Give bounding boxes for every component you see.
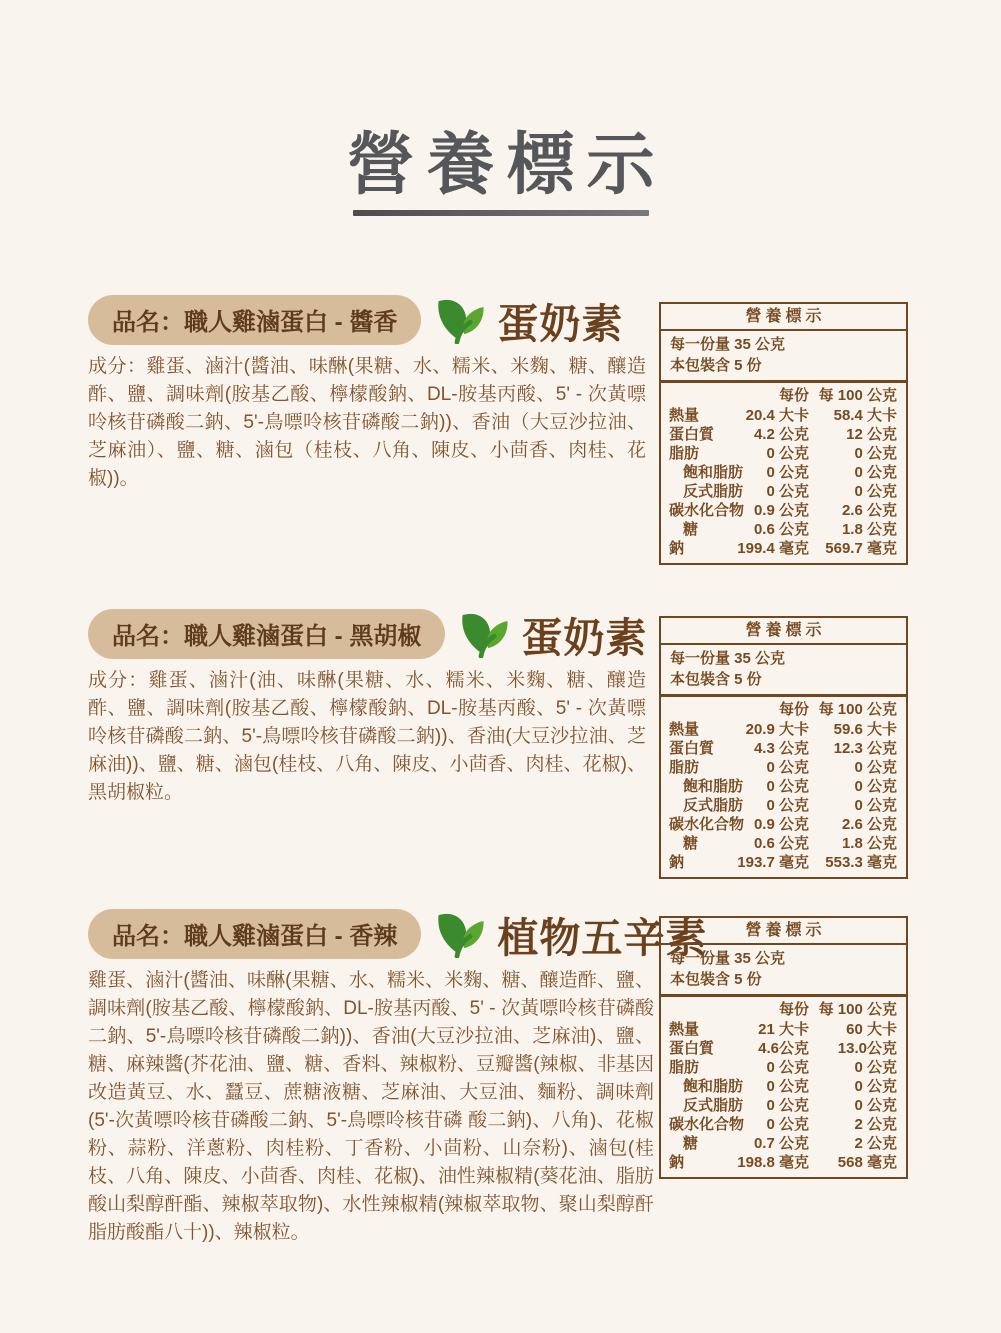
product-section (88, 610, 908, 871)
value-per-serving: 0 公克 (766, 1116, 809, 1133)
serving-size: 每一份量 35 公克 (670, 950, 786, 967)
value-per-serving: 0.9 公克 (753, 502, 809, 519)
nutrient-label: 蛋白質 (669, 1040, 715, 1057)
nutrition-row (661, 1096, 906, 1115)
value-per-100g: 2 公克 (854, 1116, 897, 1133)
column-per-serving: 每份 (778, 387, 809, 404)
nutrient-label: 鈉 (669, 540, 685, 557)
nutrient-label: 糖 (683, 835, 699, 852)
value-per-100g: 1.8 公克 (841, 521, 897, 538)
value-per-serving: 0.6 公克 (753, 521, 809, 538)
nutrition-table-title: 營養標示 (661, 618, 906, 645)
nutrition-row (661, 406, 906, 425)
diet-type-label: 植物五辛素 (497, 914, 708, 961)
value-per-serving: 20.9 大卡 (745, 721, 809, 738)
value-per-serving: 4.3 公克 (753, 740, 809, 757)
nutrition-row (661, 815, 906, 834)
nutrient-label: 糖 (683, 1135, 699, 1152)
servings-per-pack: 本包裝含 5 份 (670, 357, 762, 374)
column-header-row (661, 386, 906, 405)
nutrition-table-body (661, 697, 906, 877)
serving-size: 每一份量 35 公克 (670, 336, 786, 353)
value-per-serving: 0 公克 (766, 778, 809, 795)
diet-type-label: 蛋奶素 (497, 300, 624, 347)
product-name-label: 品名：職人雞滷蛋白 - 黑胡椒 (112, 623, 422, 650)
value-per-serving: 0.7 公克 (753, 1135, 809, 1152)
nutrition-row (661, 834, 906, 853)
value-per-100g: 553.3 毫克 (825, 854, 897, 871)
value-per-serving: 0 公克 (766, 464, 809, 481)
nutrient-label: 飽和脂肪 (683, 1078, 744, 1095)
value-per-100g: 13.0公克 (837, 1040, 897, 1057)
nutrition-row (661, 501, 906, 520)
nutrition-row (661, 853, 906, 872)
nutrition-row (661, 796, 906, 815)
nutrition-table (659, 302, 908, 565)
value-per-100g: 2.6 公克 (841, 502, 897, 519)
nutrition-row (661, 1115, 906, 1134)
nutrition-row (661, 1077, 906, 1096)
value-per-serving: 0 公克 (766, 1059, 809, 1076)
nutrient-label: 碳水化合物 (669, 816, 745, 833)
nutrition-table (659, 916, 908, 1179)
nutrition-table-title: 營養標示 (661, 918, 906, 945)
value-per-100g: 0 公克 (854, 1059, 897, 1076)
value-per-serving: 21 大卡 (758, 1021, 809, 1038)
nutrient-label: 鈉 (669, 854, 685, 871)
value-per-serving: 198.8 毫克 (737, 1154, 809, 1171)
column-header-row (661, 700, 906, 719)
nutrition-row (661, 1039, 906, 1058)
leaf-sprout-icon (433, 910, 487, 958)
value-per-100g: 2.6 公克 (841, 816, 897, 833)
product-name-badge (88, 609, 445, 659)
value-per-serving: 193.7 毫克 (737, 854, 809, 871)
value-per-100g: 2 公克 (854, 1135, 897, 1152)
nutrient-label: 飽和脂肪 (683, 778, 744, 795)
value-per-100g: 12.3 公克 (833, 740, 897, 757)
nutrition-table-body (661, 997, 906, 1177)
nutrition-row (661, 1058, 906, 1077)
product-section (88, 910, 908, 1247)
serving-info (661, 331, 906, 383)
nutrient-label: 脂肪 (669, 1059, 700, 1076)
column-per-100g: 每 100 公克 (818, 387, 897, 404)
value-per-serving: 199.4 毫克 (737, 540, 809, 557)
serving-size: 每一份量 35 公克 (670, 650, 786, 667)
column-per-100g: 每 100 公克 (818, 1001, 897, 1018)
value-per-serving: 0.9 公克 (753, 816, 809, 833)
nutrient-label: 反式脂肪 (683, 483, 744, 500)
value-per-100g: 0 公克 (854, 759, 897, 776)
nutrition-row (661, 520, 906, 539)
value-per-100g: 0 公克 (854, 1078, 897, 1095)
nutrition-row (661, 482, 906, 501)
nutrient-label: 碳水化合物 (669, 502, 745, 519)
nutrition-table (659, 616, 908, 879)
value-per-100g: 0 公克 (854, 1097, 897, 1114)
nutrition-row (661, 444, 906, 463)
product-name-badge (88, 909, 421, 959)
nutrition-row (661, 1020, 906, 1039)
value-per-serving: 4.2 公克 (753, 426, 809, 443)
diet-type-label: 蛋奶素 (521, 614, 648, 661)
ingredients-text: 成分：雞蛋、滷汁(醬油、味醂(果糖、水、糯米、米麴、糖、釀造酢、鹽、調味劑(胺基乙酸、檸檬酸鈉、DL-胺基丙酸、5' - 次黃嘌呤核苷磷酸二鈉、5'-鳥嘌呤核苷磷酸二鈉))、香油（大豆沙拉油、芝麻油）、鹽、糖、滷包（桂枝、八角、陳皮、小茴香、肉桂、花椒))。 (88, 356, 646, 489)
nutrition-row (661, 1134, 906, 1153)
serving-info (661, 645, 906, 697)
value-per-100g: 0 公克 (854, 483, 897, 500)
value-per-100g: 12 公克 (846, 426, 897, 443)
nutrient-label: 蛋白質 (669, 740, 715, 757)
leaf-sprout-icon (433, 296, 487, 344)
servings-per-pack: 本包裝含 5 份 (670, 671, 762, 688)
nutrition-row (661, 720, 906, 739)
product-name-label: 品名：職人雞滷蛋白 - 醬香 (112, 309, 398, 336)
column-per-100g: 每 100 公克 (818, 701, 897, 718)
nutrient-label: 熱量 (669, 1021, 700, 1038)
nutrient-label: 脂肪 (669, 445, 700, 462)
value-per-100g: 569.7 毫克 (825, 540, 897, 557)
nutrition-table-body (661, 383, 906, 563)
product-name-label: 品名：職人雞滷蛋白 - 香辣 (112, 923, 398, 950)
value-per-serving: 0 公克 (766, 1097, 809, 1114)
value-per-100g: 0 公克 (854, 464, 897, 481)
nutrient-label: 熱量 (669, 407, 700, 424)
value-per-100g: 0 公克 (854, 797, 897, 814)
nutrient-label: 蛋白質 (669, 426, 715, 443)
value-per-100g: 59.6 大卡 (833, 721, 897, 738)
page-title: 營養標示 (346, 127, 667, 203)
value-per-serving: 0 公克 (766, 759, 809, 776)
column-per-serving: 每份 (778, 701, 809, 718)
nutrition-row (661, 463, 906, 482)
ingredients-text: 雞蛋、滷汁(醬油、味醂(果糖、水、糯米、米麴、糖、釀造酢、鹽、調味劑(胺基乙酸、檸檬酸鈉、DL-胺基丙酸、5' - 次黃嘌呤核苷磷酸二鈉、5'-鳥嘌呤核苷磷酸二鈉))、香油(大豆沙拉油、芝麻油)、鹽、糖、麻辣醬(芥花油、鹽、糖、香料、辣椒粉、豆瓣醬(辣椒、非基因改造黃豆、水、蠶豆、蔗糖液糖、芝麻油、大豆油、麵粉、調味劑 (5'-次黃嘌呤核苷磷酸二鈉、5'-鳥嘌呤核苷磷 酸二鈉)、八角)、花椒粉、蒜粉、洋蔥粉、肉桂粉、丁香粉、小茴粉、山奈粉)、滷包(桂枝、八角、陳皮、小茴香、肉桂、花椒)、油性辣椒精(葵花油、脂肪酸山梨醇酐酯、辣椒萃取物)、水性辣椒精(辣椒萃取物、聚山梨醇酐脂肪酸酯八十))、辣椒粒。 (88, 970, 654, 1243)
value-per-100g: 568 毫克 (837, 1154, 897, 1171)
nutrient-label: 鈉 (669, 1154, 685, 1171)
nutrition-row (661, 777, 906, 796)
value-per-100g: 58.4 大卡 (833, 407, 897, 424)
nutrient-label: 脂肪 (669, 759, 700, 776)
nutrition-row (661, 539, 906, 558)
value-per-100g: 60 大卡 (846, 1021, 897, 1038)
product-section (88, 296, 908, 557)
value-per-100g: 0 公克 (854, 778, 897, 795)
serving-info (661, 945, 906, 997)
value-per-serving: 0 公克 (766, 445, 809, 462)
nutrient-label: 反式脂肪 (683, 1097, 744, 1114)
nutrition-table-title: 營養標示 (661, 304, 906, 331)
value-per-100g: 1.8 公克 (841, 835, 897, 852)
nutrient-label: 糖 (683, 521, 699, 538)
value-per-serving: 0.6 公克 (753, 835, 809, 852)
value-per-serving: 0 公克 (766, 797, 809, 814)
nutrition-row (661, 739, 906, 758)
value-per-serving: 4.6公克 (758, 1040, 809, 1057)
nutrition-row (661, 425, 906, 444)
leaf-sprout-icon (457, 610, 511, 658)
nutrient-label: 飽和脂肪 (683, 464, 744, 481)
ingredients-text: 成分：雞蛋、滷汁(油、味醂(果糖、水、糯米、米麴、糖、釀造酢、鹽、調味劑(胺基乙酸、檸檬酸鈉、DL-胺基丙酸、5' - 次黃嘌呤核苷磷酸二鈉、5'-鳥嘌呤核苷磷酸二鈉))、香油(大豆沙拉油、芝麻油))、鹽、糖、滷包(桂枝、八角、陳皮、小茴香、肉桂、花椒)、黑胡椒粒。 (88, 670, 646, 803)
nutrient-label: 熱量 (669, 721, 700, 738)
value-per-serving: 0 公克 (766, 1078, 809, 1095)
nutrition-row (661, 758, 906, 777)
nutrient-label: 碳水化合物 (669, 1116, 745, 1133)
value-per-serving: 0 公克 (766, 483, 809, 500)
value-per-100g: 0 公克 (854, 445, 897, 462)
column-per-serving: 每份 (778, 1001, 809, 1018)
servings-per-pack: 本包裝含 5 份 (670, 971, 762, 988)
column-header-row (661, 1000, 906, 1019)
value-per-serving: 20.4 大卡 (745, 407, 809, 424)
product-name-badge (88, 295, 421, 345)
nutrient-label: 反式脂肪 (683, 797, 744, 814)
nutrition-row (661, 1153, 906, 1172)
